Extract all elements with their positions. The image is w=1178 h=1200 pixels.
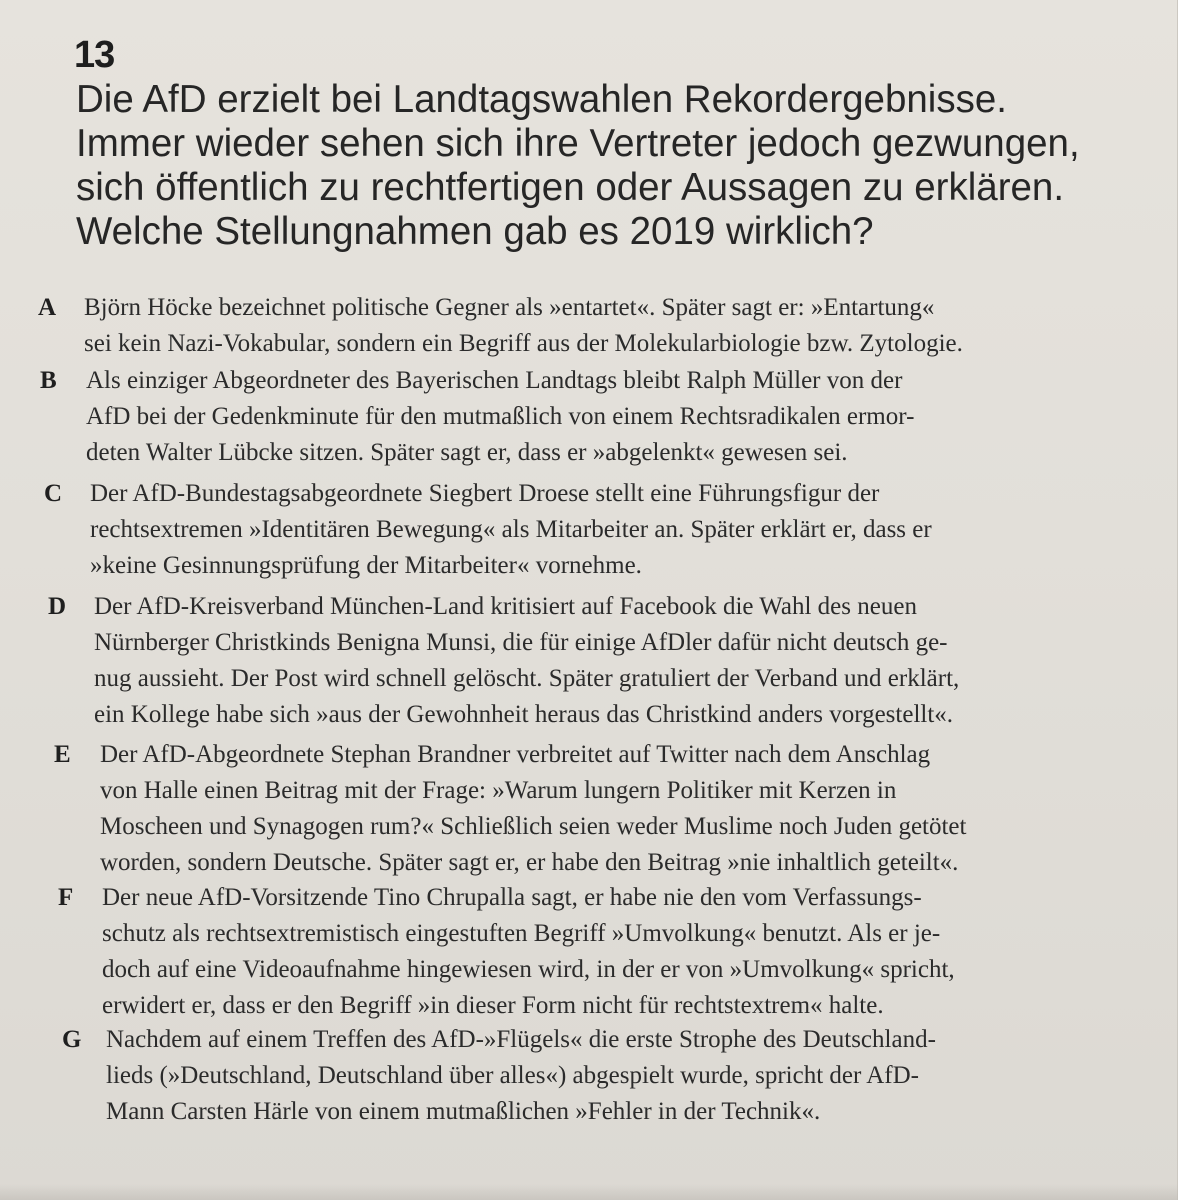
answer-text — [100, 737, 1138, 881]
answer-line: Der neue AfD-Vorsitzende Tino Chrupalla sagt, er habe nie den vom Verfassungs- — [102, 884, 922, 911]
answer-text — [86, 363, 1130, 471]
answer-line: worden, sondern Deutsche. Später sagt er, er habe den Beitrag »nie inhaltlich geteilt«. — [100, 849, 959, 876]
answer-line: Der AfD-Abgeordnete Stephan Brandner verbreitet auf Twitter nach dem Anschlag — [100, 741, 931, 768]
answer-line: Mann Carsten Härle von einem mutmaßlichen »Fehler in der Technik«. — [106, 1098, 821, 1125]
question-line: Welche Stellungnahmen gab es 2019 wirklich? — [76, 210, 874, 253]
answer-letter: G — [62, 1026, 82, 1053]
answer-text — [84, 290, 1136, 362]
answer-line: von Halle einen Beitrag mit der Frage: »Warum lungern Politiker mit Kerzen in — [100, 777, 897, 804]
question-line: sich öffentlich zu rechtfertigen oder Aussagen zu erklären. — [76, 166, 1065, 209]
answer-line: Nachdem auf einem Treffen des AfD-»Flügels« die erste Strophe des Deutschland- — [106, 1026, 936, 1053]
answer-letter: C — [44, 480, 63, 507]
answer-line: deten Walter Lübcke sitzen. Später sagt er, dass er »abgelenkt« gewesen sei. — [86, 439, 848, 466]
answer-letter: E — [54, 741, 71, 768]
answer-letter: F — [58, 884, 74, 911]
answer-line: Der AfD-Bundestagsabgeordnete Siegbert Droese stellt eine Führungsfigur der — [90, 480, 880, 507]
answer-letter: B — [40, 367, 57, 394]
answer-text — [90, 476, 1122, 584]
question-text — [76, 78, 1126, 254]
answer-line: »keine Gesinnungsprüfung der Mitarbeiter« vornehme. — [90, 552, 642, 579]
answer-line: Nürnberger Christkinds Benigna Munsi, die für einige AfDler dafür nicht deutsch ge- — [94, 629, 948, 656]
question-line: Immer wieder sehen sich ihre Vertreter jedoch gezwungen, — [76, 122, 1080, 165]
page-edge-shadow — [0, 1184, 1178, 1200]
answer-line: Der AfD-Kreisverband München-Land kritisiert auf Facebook die Wahl des neuen — [94, 593, 917, 620]
answer-line: rechtsextremen »Identitären Bewegung« als Mitarbeiter an. Später erklärt er, dass er — [90, 516, 932, 543]
answer-line: schutz als rechtsextremistisch eingestuften Begriff »Umvolkung« benutzt. Als er je- — [102, 920, 941, 947]
question-line: Die AfD erzielt bei Landtagswahlen Rekordergebnisse. — [76, 78, 1007, 121]
answer-text — [102, 880, 1092, 1024]
answer-line: nug aussieht. Der Post wird schnell gelöscht. Später gratuliert der Verband und erklärt, — [94, 665, 960, 692]
answer-text — [106, 1022, 1096, 1130]
answer-line: doch auf eine Videoaufnahme hingewiesen wird, in der er von »Umvolkung« spricht, — [102, 956, 955, 983]
answer-line: erwidert er, dass er den Begriff »in dieser Form nicht für rechtstextrem« halte. — [102, 992, 884, 1019]
answer-line: Björn Höcke bezeichnet politische Gegner als »entartet«. Später sagt er: »Entartung« — [84, 294, 935, 321]
answer-line: Als einziger Abgeordneter des Bayerischen Landtags bleibt Ralph Müller von der — [86, 367, 903, 394]
answer-text — [94, 589, 1140, 733]
answer-line: AfD bei der Gedenkminute für den mutmaßlich von einem Rechtsradikalen ermor- — [86, 403, 915, 430]
answer-letter: A — [38, 294, 57, 321]
question-number: 13 — [74, 34, 115, 76]
answer-line: Moscheen und Synagogen rum?« Schließlich seien weder Muslime noch Juden getötet — [100, 813, 967, 840]
answer-line: lieds (»Deutschland, Deutschland über alles«) abgespielt wurde, spricht der AfD- — [106, 1062, 919, 1089]
answer-letter: D — [48, 593, 67, 620]
answer-line: ein Kollege habe sich »aus der Gewohnheit heraus das Christkind anders vorgestellt«. — [94, 701, 954, 728]
answer-line: sei kein Nazi-Vokabular, sondern ein Begriff aus der Molekularbiologie bzw. Zytologie. — [84, 330, 963, 357]
